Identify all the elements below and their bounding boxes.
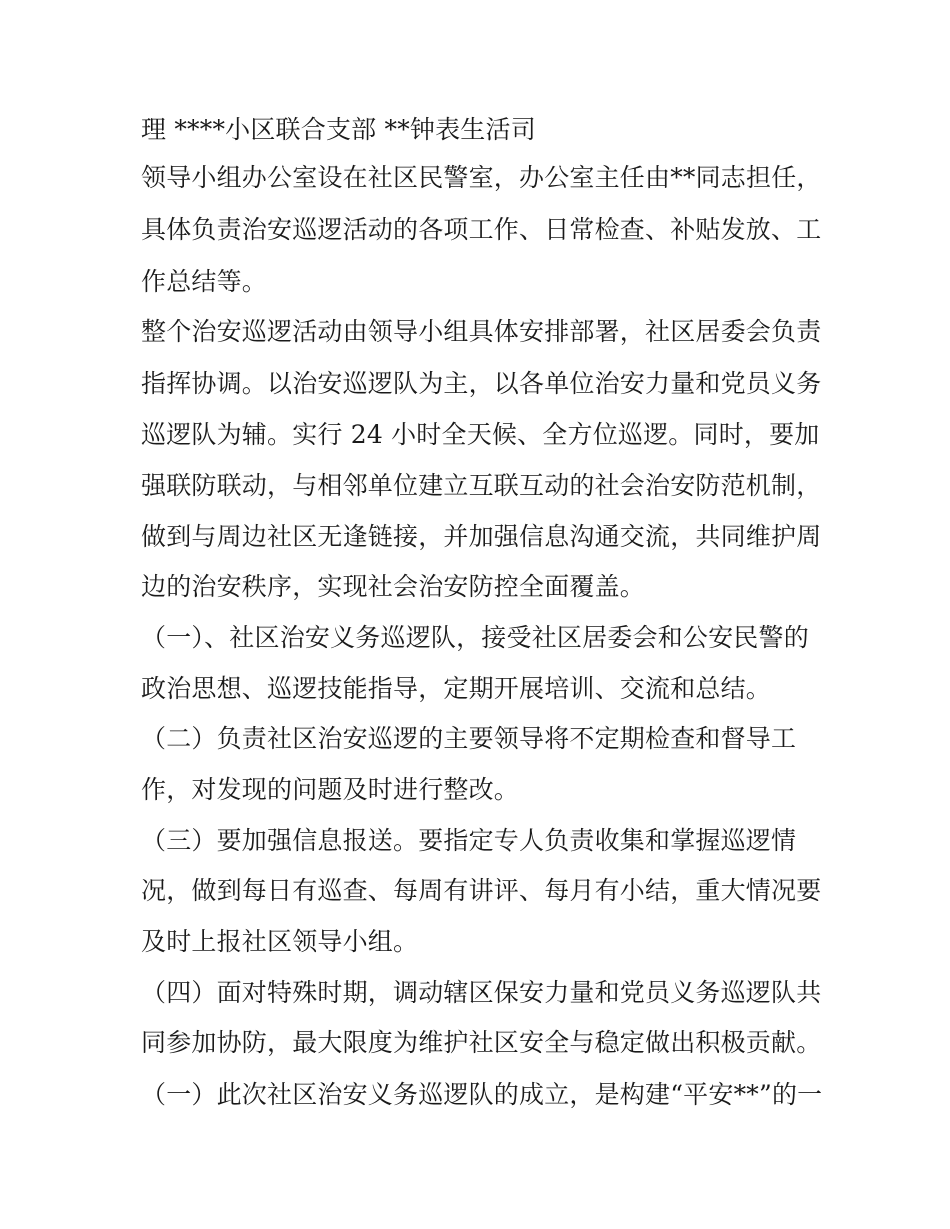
text-line: 边的治安秩序，实现社会治安防控全面覆盖。 [141, 572, 646, 601]
text-line: 巡逻队为辅。实行 24 小时全天候、全方位巡逻。同时，要加 [141, 420, 820, 449]
text-line: 整个治安巡逻活动由领导小组具体安排部署，社区居委会负责 [141, 317, 822, 346]
text-line: 具体负责治安巡逻活动的各项工作、日常检查、补贴发放、工 [141, 215, 822, 244]
text-line: 作总结等。 [141, 267, 268, 296]
text-line: （四）面对特殊时期，调动辖区保安力量和党员义务巡逻队共 [141, 978, 822, 1007]
text-line: 强联防联动，与相邻单位建立互联互动的社会治安防范机制， [141, 471, 822, 500]
text-line: 同参加协防，最大限度为维护社区安全与稳定做出积极贡献。 [141, 1028, 822, 1057]
text-line: 领导小组办公室设在社区民警室，办公室主任由**同志担任， [141, 163, 822, 192]
text-line: 做到与周边社区无逢链接，并加强信息沟通交流，共同维护周 [141, 522, 822, 551]
text-line: （一）此次社区治安义务巡逻队的成立，是构建“平安**”的一 [141, 1080, 823, 1109]
text-line: 及时上报社区领导小组。 [141, 927, 419, 956]
text-line: （二）负责社区治安巡逻的主要领导将不定期检查和督导工 [141, 724, 797, 753]
text-line: 指挥协调。以治安巡逻队为主，以各单位治安力量和党员义务 [141, 369, 822, 398]
text-line: 理 ****小区联合支部 **钟表生活司 [141, 115, 536, 144]
text-line: 作，对发现的问题及时进行整改。 [141, 775, 520, 804]
text-line: 况，做到每日有巡查、每周有讲评、每月有小结，重大情况要 [141, 876, 822, 905]
text-line: 政治思想、巡逻技能指导，定期开展培训、交流和总结。 [141, 674, 772, 703]
text-line: （三）要加强信息报送。要指定专人负责收集和掌握巡逻情 [141, 826, 797, 855]
text-line: （一）、社区治安义务巡逻队，接受社区居委会和公安民警的 [141, 623, 809, 652]
